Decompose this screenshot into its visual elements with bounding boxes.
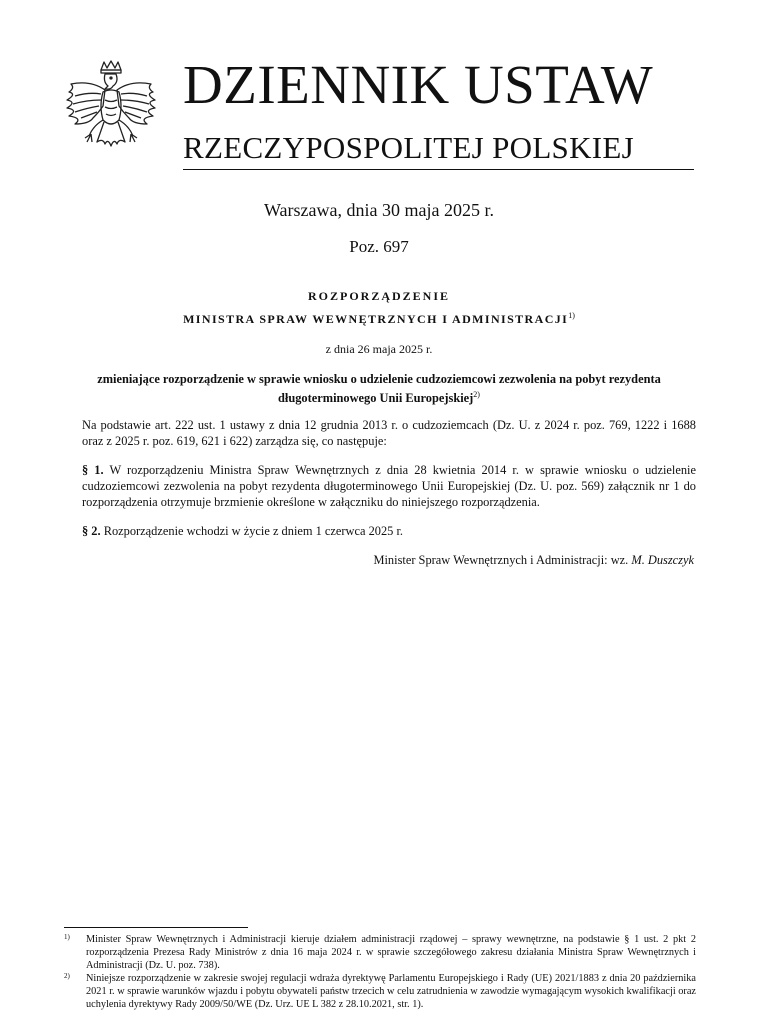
signature-name: M. Duszczyk <box>631 553 694 567</box>
act-issued-date: z dnia 26 maja 2025 r. <box>325 342 433 356</box>
section-1 <box>64 462 696 510</box>
legal-basis-text: Na podstawie art. 222 ust. 1 ustawy z dnia 12 grudnia 2013 r. o cudzoziemcach (Dz. U. z 2024 r. poz. 769, 1222 i 1688 oraz z 2025 r. poz. 619, 621 i 622) zarządza się, co następuje: <box>82 418 696 448</box>
footnote-1 <box>64 933 696 972</box>
subject-line-1: zmieniające rozporządzenie w sprawie wniosku o udzielenie cudzoziemcowi zezwolenia na pobyt rezydenta <box>97 372 661 386</box>
polish-eagle-emblem <box>60 58 162 174</box>
publication-date: Warszawa, dnia 30 maja 2025 r. <box>264 200 494 220</box>
subject-line-2: długoterminowego Unii Europejskiej <box>278 391 474 406</box>
header-rule <box>183 169 694 170</box>
act-subject <box>60 372 698 406</box>
signature-role: Minister Spraw Wewnętrznych i Administracji: wz. <box>373 553 629 567</box>
footnote-ref-1: 1) <box>568 311 575 320</box>
footnote-ref-2: 2) <box>473 390 480 399</box>
section-2-text: Rozporządzenie wchodzi w życie z dniem 1 czerwca 2025 r. <box>103 524 404 538</box>
footnote-2-text: Niniejsze rozporządzenie w zakresie swojej regulacji wdraża dyrektywę Parlamentu Europejskiego i Rady (UE) 2021/1883 z dnia 20 października 2021 r. w sprawie warunków wjazdu i pobytu obywateli państw trzecich w celu zatrudnienia w zawodzie wymagającym wysokich kwalifikacji oraz uchylenia dyrektywy Rady 2009/50/WE (Dz. Urz. UE L 382 z 28.10.2021, str. 1). <box>86 973 696 1010</box>
footnote-separator <box>64 927 248 928</box>
act-type: ROZPORZĄDZENIE <box>307 289 451 303</box>
footnote-2 <box>64 972 696 1011</box>
section-2-body <box>64 523 696 539</box>
position-number: Poz. 697 <box>349 237 409 256</box>
footnote-1-text: Minister Spraw Wewnętrznych i Administracji kieruje działem administracji rządowej – sprawy wewnętrzne, na podstawie § 1 ust. 2 pkt 2 rozporządzenia Prezesa Rady Ministrów z dnia 16 maja 2024 r. w sprawie szczegółowego zakresu działania Ministra Spraw Wewnętrznych i Administracji (Dz. U. poz. 738). <box>86 934 696 971</box>
section-2-label: § 2. <box>82 524 101 538</box>
section-1-body <box>64 462 696 510</box>
journal-subtitle: RZECZYPOSPOLITEJ POLSKIEJ <box>183 130 635 165</box>
section-1-label: § 1. <box>82 463 104 477</box>
legal-basis-paragraph <box>64 417 696 449</box>
authority-text: MINISTRA SPRAW WEWNĘTRZNYCH I ADMINISTRACJI <box>183 312 569 326</box>
section-2 <box>64 523 696 539</box>
footnote-1-marker: 1) <box>64 933 70 941</box>
subject-line-2-wrap <box>60 387 698 406</box>
signature <box>373 553 694 568</box>
journal-title: DZIENNIK USTAW <box>183 54 654 115</box>
section-1-text: W rozporządzeniu Ministra Spraw Wewnętrznych z dnia 28 kwietnia 2014 r. w sprawie wniosku o udzielenie cudzoziemcowi zezwolenia na pobyt rezydenta długoterminowego Unii Europejskiej (Dz. U. poz. 569) załącznik nr 1 do rozporządzenia otrzymuje brzmienie określone w załączniku do niniejszego rozporządzenia. <box>82 463 696 509</box>
footnote-2-marker: 2) <box>64 972 70 980</box>
act-authority <box>0 311 758 327</box>
